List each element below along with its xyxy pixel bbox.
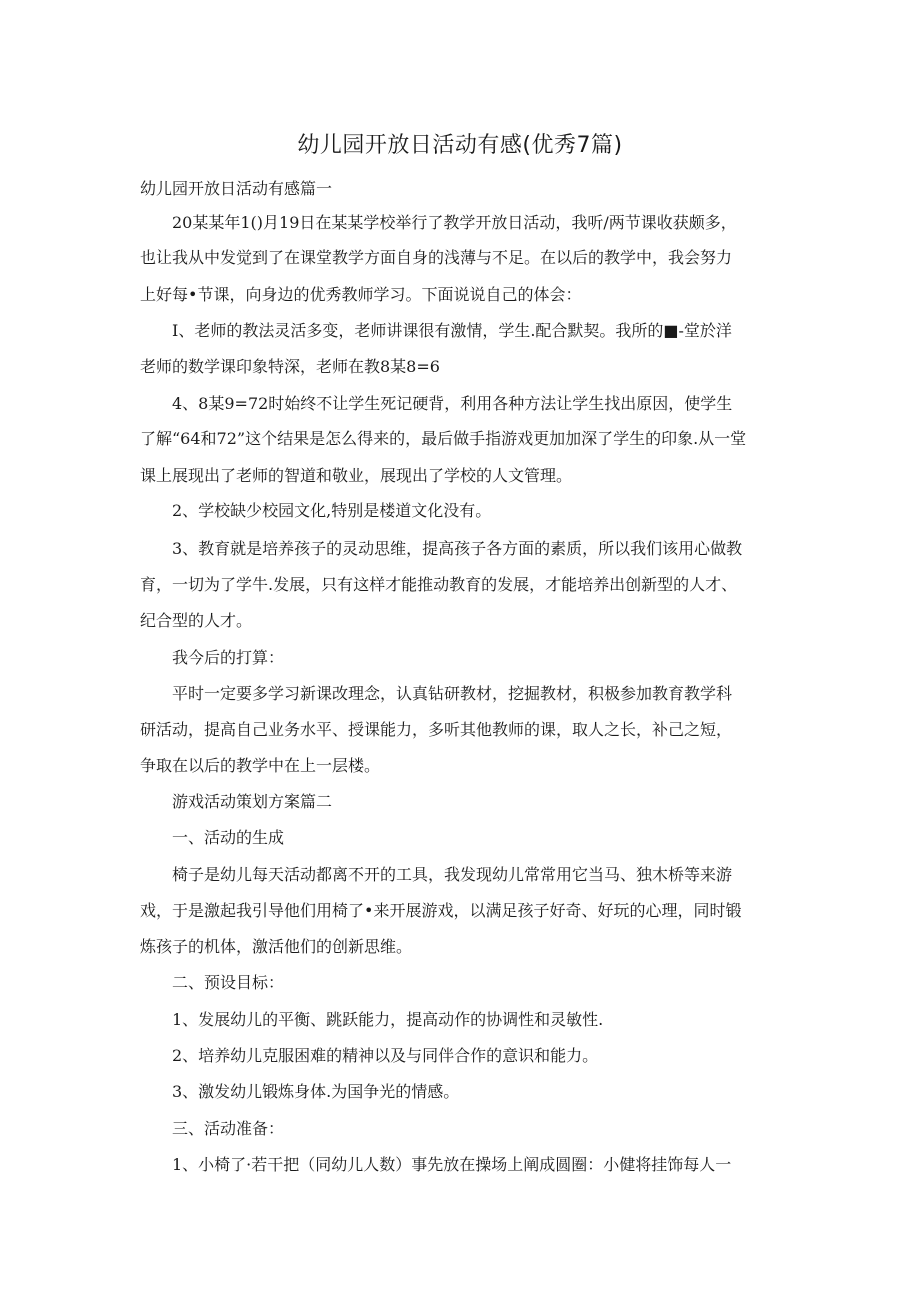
paragraph-line: 课上展现出了老师的智道和敬业，展现出了学校的人文管理。 <box>140 466 573 485</box>
paragraph-line: 4、8某9=72时始终不让学生死记硬背，利用各种方法让学生找出原因，使学生 <box>172 394 733 413</box>
paragraph-line: 炼孩子的机体，激活他们的创新思维。 <box>140 937 413 956</box>
paragraph-line: 戏，于是激起我引导他们用椅了•来开展游戏，以满足孩子好奇、好玩的心理，同时锻 <box>140 901 742 920</box>
paragraph-line: 育，一切为了学牛.发展，只有这样才能推动教育的发展，才能培养出创新型的人才、 <box>140 575 738 594</box>
paragraph-line: 20某某年1()月19日在某某学校举行了教学开放日活动，我听/两节课收获颇多， <box>172 213 737 232</box>
paragraph-line: 我今后的打算： <box>172 648 285 667</box>
paragraph-line: 也让我从中发觉到了在课堂教学方面自身的浅薄与不足。在以后的教学中，我会努力 <box>140 248 733 267</box>
subheading: 二、预设目标： <box>172 973 285 992</box>
paragraph-line: 平时一定要多学习新课改理念，认真钻研教材，挖掘教材，积极参加教育教学科 <box>172 684 733 703</box>
paragraph-line: 上好每•节课，向身边的优秀教师学习。下面说说自己的体会： <box>140 285 582 304</box>
paragraph-line: 争取在以后的教学中在上一层楼。 <box>140 756 381 775</box>
paragraph-line: 研活动，提高自己业务水平、授课能力，多听其他教师的课，取人之长，补己之短， <box>140 720 733 739</box>
paragraph-line: 3、教育就是培养孩子的灵动思维，提高孩子各方面的素质，所以我们该用心做教 <box>172 539 743 558</box>
paragraph-line: I、老师的教法灵活多变，老师讲课很有激情，学生.配合默契。我所的■-堂於洋 <box>172 321 732 340</box>
paragraph-line: 了解“64和72”这个结果是怎么得来的，最后做手指游戏更加加深了学生的印象.从一堂 <box>140 429 747 448</box>
paragraph-line: 3、激发幼儿锻炼身体.为国争光的情感。 <box>172 1082 460 1101</box>
document-title: 幼儿园开放日活动有感(优秀7篇) <box>297 133 623 158</box>
paragraph-line: 老师的数学课印象特深，老师在教8某8=6 <box>140 357 440 376</box>
paragraph-line: 2、培养幼儿克服困难的精神以及与同伴合作的意识和能力。 <box>172 1046 599 1065</box>
paragraph-line: 1、小椅了·若干把（同幼儿人数）事先放在操场上阐成圆圈：小健将挂饰每人一 <box>172 1155 732 1174</box>
subheading: 一、活动的生成 <box>172 828 285 847</box>
paragraph-line: 1、发展幼儿的平衡、跳跃能力，提高动作的协调性和灵敏性. <box>172 1010 604 1029</box>
paragraph-line: 2、学校缺少校园文化,特别是楼道文化没有。 <box>172 501 492 520</box>
subheading: 三、活动准备： <box>172 1119 285 1138</box>
section-heading: 幼儿园开放日活动有感篇一 <box>140 179 333 198</box>
paragraph-line: 纪合型的人才。 <box>140 611 253 630</box>
section-heading: 游戏活动策划方案篇二 <box>172 792 333 811</box>
paragraph-line: 椅子是幼儿每天活动都离不开的工具，我发现幼儿常常用它当马、独木桥等来游 <box>172 865 733 884</box>
